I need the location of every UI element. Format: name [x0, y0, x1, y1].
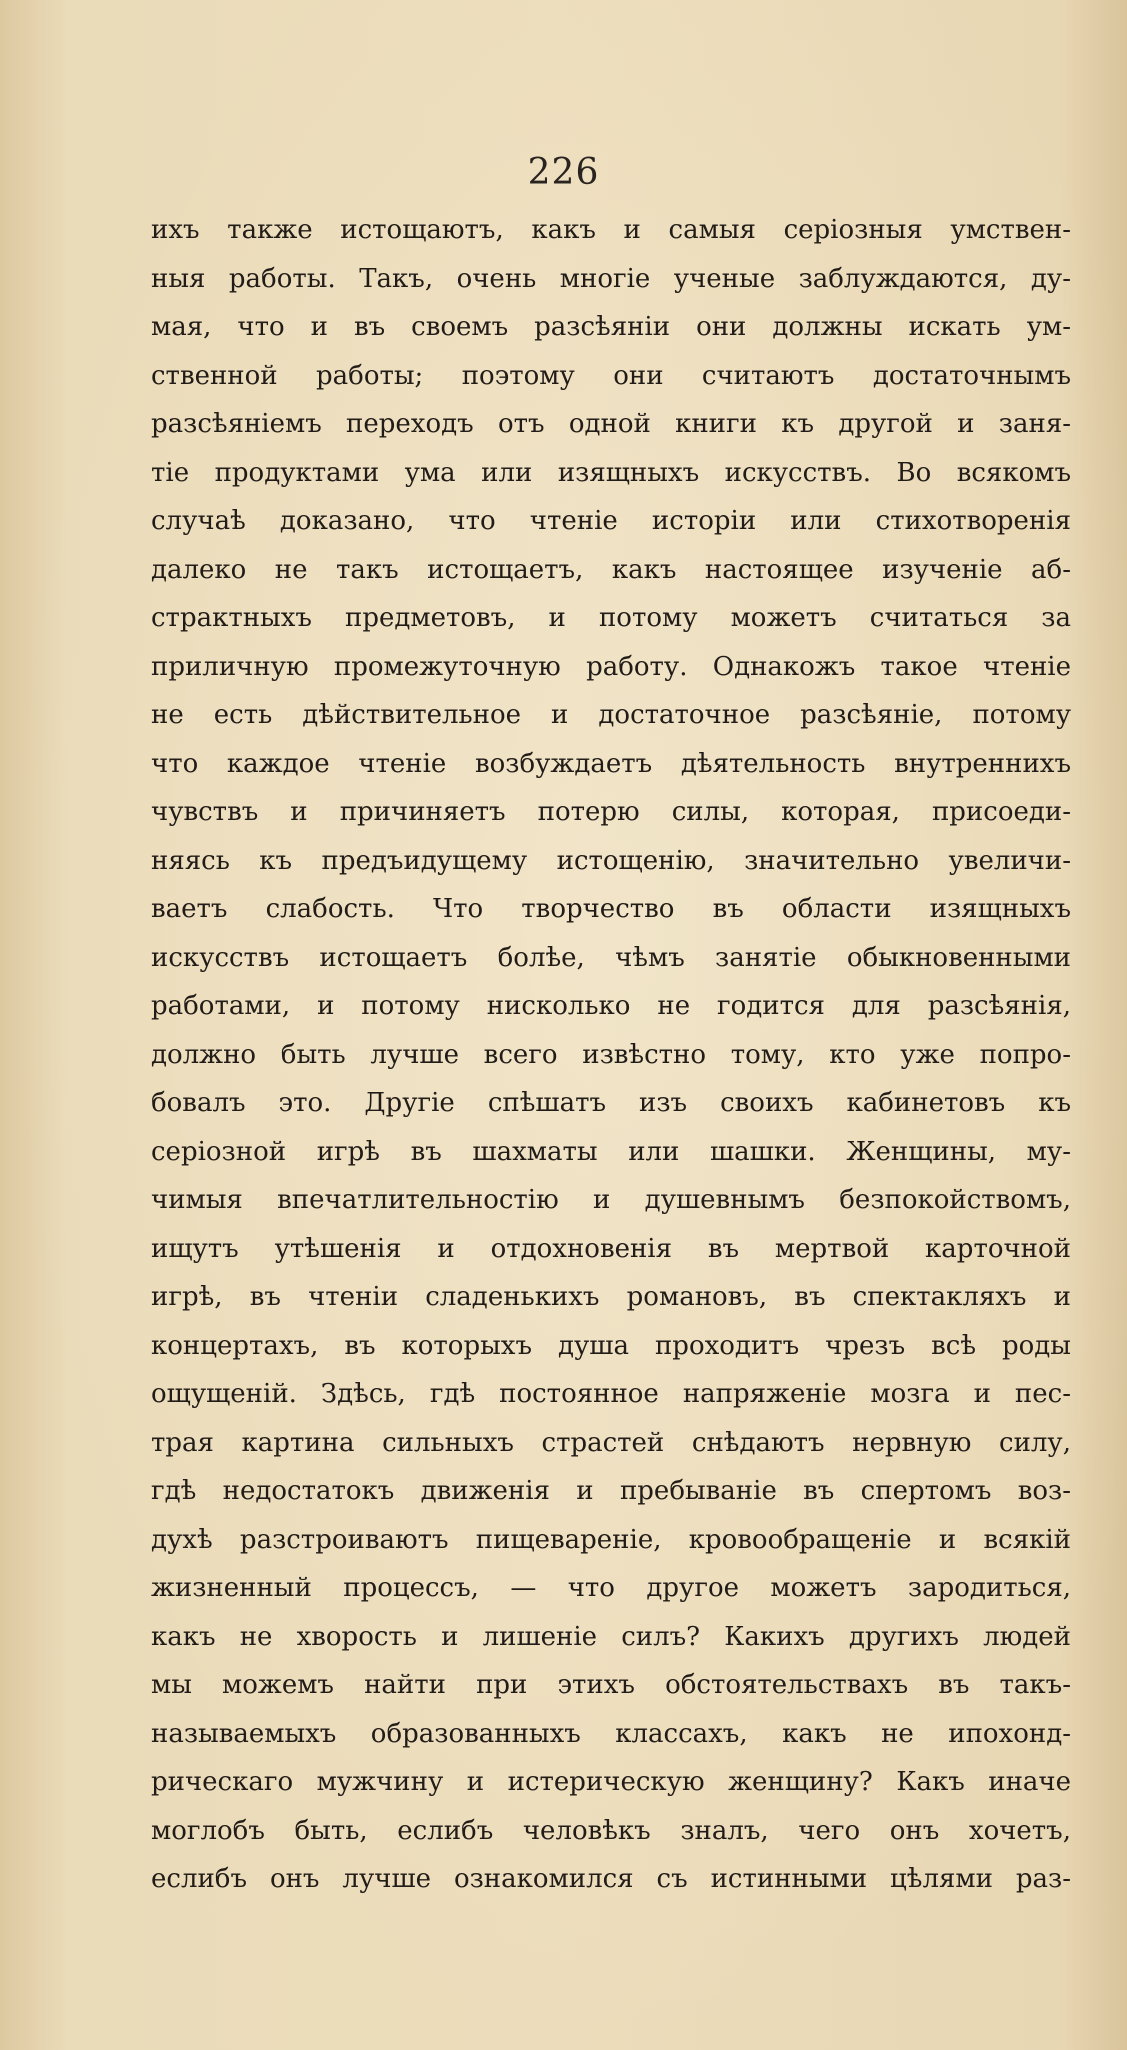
text-line: разсѣяніемъ переходъ отъ одной книги къ другой и заня-: [151, 409, 1071, 439]
text-line: ственной работы; поэтому они считаютъ достаточнымъ: [151, 360, 1071, 391]
text-line: случаѣ доказано, что чтеніе исторіи или стихотворенія: [151, 506, 1071, 536]
text-line: няясь къ предъидущему истощенію, значительно увеличи-: [151, 845, 1071, 876]
text-line: трая картина сильныхъ страстей снѣдаютъ нервную силу,: [151, 1427, 1071, 1458]
text-line: ихъ также истощаютъ, какъ и самыя серіозныя умствен-: [151, 215, 1071, 245]
text-line: далеко не такъ истощаетъ, какъ настоящее изученіе аб-: [151, 554, 1071, 585]
text-line: жизненный процессъ, — что другое можетъ зародиться,: [151, 1573, 1071, 1603]
text-line: серіозной игрѣ въ шахматы или шашки. Женщины, му-: [151, 1136, 1071, 1167]
text-line: гдѣ недостатокъ движенія и пребываніе въ спертомъ воз-: [151, 1476, 1071, 1506]
text-line: страктныхъ предметовъ, и потому можетъ считаться за: [151, 603, 1071, 633]
text-line: чувствъ и причиняетъ потерю силы, которая, присоеди-: [151, 797, 1071, 827]
text-line: должно быть лучше всего извѣстно тому, кто уже попро-: [151, 1039, 1071, 1070]
page-number: 226: [527, 152, 600, 193]
text-line: мая, что и въ своемъ разсѣяніи они должны искать ум-: [151, 312, 1071, 342]
text-line: чимыя впечатлительностію и душевнымъ безпокойствомъ,: [151, 1185, 1071, 1215]
text-line: что каждое чтеніе возбуждаетъ дѣятельность внутреннихъ: [151, 748, 1071, 779]
body-text: [151, 206, 1071, 1904]
text-line: бовалъ это. Другіе спѣшатъ изъ своихъ кабинетовъ къ: [151, 1088, 1071, 1118]
text-line: приличную промежуточную работу. Однакожъ такое чтеніе: [151, 651, 1071, 682]
text-line: ваетъ слабость. Что творчество въ области изящныхъ: [151, 894, 1071, 924]
text-line: ищутъ утѣшенія и отдохновенія въ мертвой карточной: [151, 1233, 1071, 1264]
text-line: тіе продуктами ума или изящныхъ искусствъ. Во всякомъ: [151, 457, 1071, 488]
text-line: называемыхъ образованныхъ классахъ, какъ не ипохонд-: [151, 1718, 1071, 1749]
text-line: моглобъ быть, еслибъ человѣкъ зналъ, чего онъ хочетъ,: [151, 1815, 1071, 1846]
text-line: работами, и потому нисколько не годится для разсѣянія,: [151, 991, 1071, 1021]
text-line: не есть дѣйствительное и достаточное разсѣяніе, потому: [151, 700, 1071, 730]
text-line: ощущеній. Здѣсь, гдѣ постоянное напряженіе мозга и пес-: [151, 1379, 1071, 1409]
text-line: какъ не хворость и лишеніе силъ? Какихъ другихъ людей: [151, 1621, 1071, 1652]
text-line: мы можемъ найти при этихъ обстоятельствахъ въ такъ-: [151, 1670, 1071, 1700]
text-line: ныя работы. Такъ, очень многіе ученые заблуждаются, ду-: [151, 263, 1071, 294]
text-line: искусствъ истощаетъ болѣе, чѣмъ занятіе обыкновенными: [151, 942, 1071, 973]
text-line: рическаго мужчину и истерическую женщину? Какъ иначе: [151, 1767, 1071, 1797]
text-line: еслибъ онъ лучше ознакомился съ истинными цѣлями раз-: [151, 1864, 1071, 1894]
text-line: игрѣ, въ чтеніи сладенькихъ романовъ, въ спектакляхъ и: [151, 1282, 1071, 1312]
text-line: концертахъ, въ которыхъ душа проходитъ чрезъ всѣ роды: [151, 1330, 1071, 1361]
text-line: духѣ разстроиваютъ пищевареніе, кровообращеніе и всякій: [151, 1524, 1071, 1555]
